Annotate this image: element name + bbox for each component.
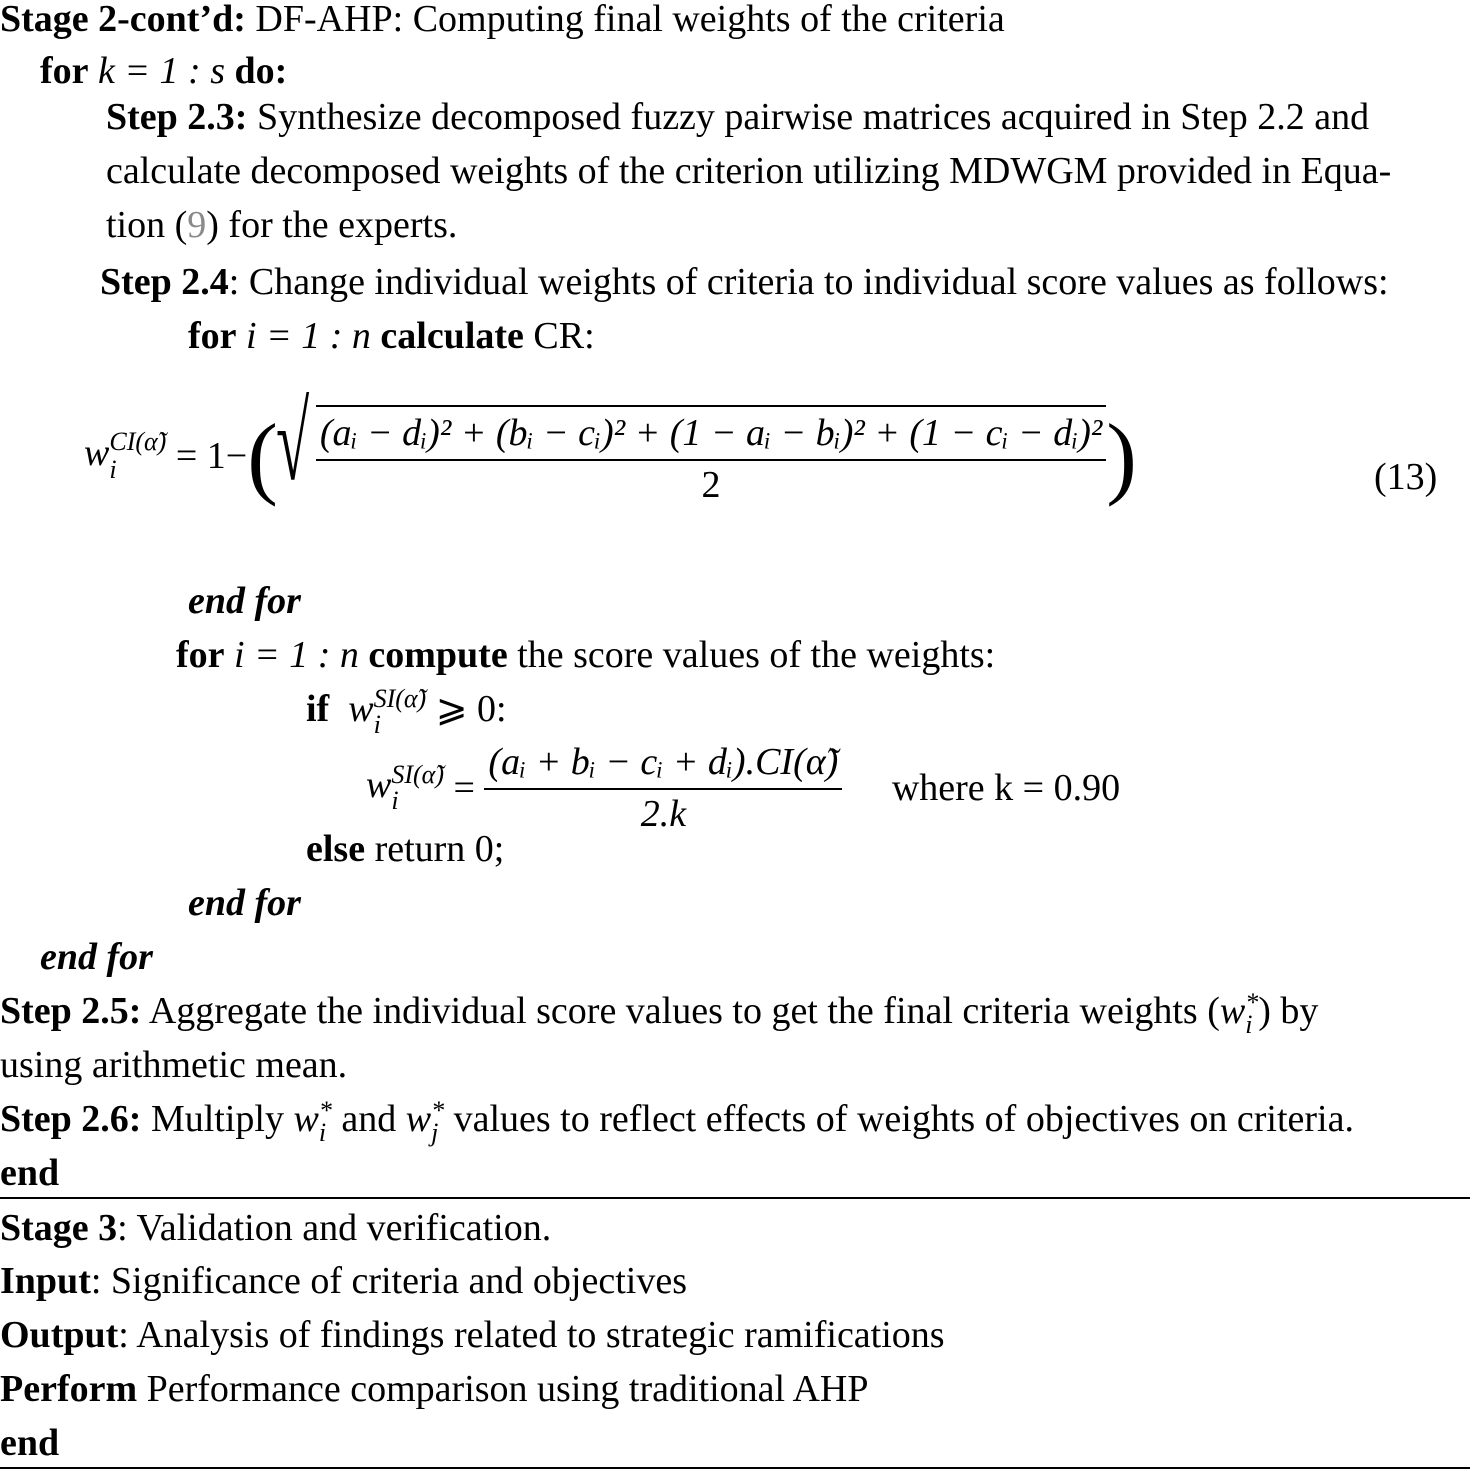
eq13-denominator: 2 [701, 464, 721, 506]
equation-ref-link[interactable]: 9 [187, 204, 207, 246]
stage3-label: Stage 3 [0, 1207, 118, 1249]
for-keyword: for [188, 315, 237, 357]
step26-text-a: Multiply [141, 1098, 294, 1140]
step24-text: : Change individual weights of criteria to individual score values as follows: [228, 261, 1389, 303]
step24-label: Step 2.4 [100, 261, 229, 303]
step25-text1a: Aggregate the individual score values to get the final criteria weights ( [141, 990, 1220, 1032]
for-k-expr: k = 1 : s [98, 50, 225, 92]
input-line [0, 1254, 687, 1308]
step26-text-c: values to reflect effects of weights of objectives on criteria. [444, 1098, 1354, 1140]
output-label: Output [0, 1314, 119, 1356]
eq13-numerator: (aᵢ − dᵢ)² + (bᵢ − cᵢ)² + (1 − aᵢ − bᵢ)² + (1 − cᵢ − dᵢ)² [316, 411, 1106, 461]
if-sup: SI(α̃) [373, 684, 427, 714]
perform-line [0, 1362, 868, 1416]
end-for-2: end for [188, 882, 301, 924]
if-line [306, 682, 507, 738]
score-w: w [366, 763, 392, 806]
step23-text2: calculate decomposed weights of the criterion utilizing MDWGM provided in Equa- [106, 150, 1392, 192]
step26-sup1: * [318, 1096, 332, 1126]
for-i-compute-line [176, 628, 995, 682]
left-paren: ( [247, 405, 278, 507]
for-i-calc-line [188, 309, 595, 363]
eq13-lhs [84, 427, 167, 484]
else-keyword: else [306, 828, 366, 870]
score-numerator: (aᵢ + bᵢ − cᵢ + dᵢ).CI(α̃) [484, 740, 842, 790]
step26-line [0, 1092, 1354, 1146]
perform-label: Perform [0, 1368, 138, 1410]
do-keyword: do: [234, 50, 288, 92]
sqrt [275, 381, 1106, 507]
bottom-rule [0, 1467, 1470, 1469]
perform-text: Performance comparison using traditional AHP [137, 1368, 869, 1410]
stage3-title [0, 1201, 551, 1255]
stage2-end: end [0, 1152, 60, 1194]
step25-text1b: ) by [1258, 990, 1319, 1032]
step26-w1: w [293, 1098, 319, 1140]
step26-text-b: and [331, 1098, 406, 1140]
for-i-compute-rest: the score values of the weights: [507, 634, 996, 676]
stage2-title-bold: Stage 2-cont’d: [0, 0, 246, 40]
right-paren: ) [1106, 405, 1137, 507]
for-keyword: for [40, 50, 89, 92]
eq13-sub: i [109, 455, 117, 484]
stage3-end: end [0, 1422, 60, 1464]
for-i-expr: i = 1 : n [246, 315, 371, 357]
output-text: : Analysis of findings related to strategic ramifications [118, 1314, 945, 1356]
step23-text3a: tion ( [106, 204, 188, 246]
step24-line [100, 255, 1389, 309]
if-w: w [348, 688, 374, 730]
step25-label: Step 2.5: [0, 990, 142, 1032]
score-denominator: 2.k [640, 793, 687, 835]
score-equals: = [453, 767, 475, 809]
divider-rule [0, 1197, 1470, 1199]
output-line [0, 1308, 945, 1362]
step26-label: Step 2.6: [0, 1098, 142, 1140]
end-for-3: end for [40, 936, 153, 978]
score-lhs [366, 760, 444, 815]
sqrt-sign: √ [275, 381, 310, 503]
score-fraction [484, 740, 842, 836]
step26-w2: w [405, 1098, 432, 1140]
stage2-title [0, 0, 1005, 46]
if-keyword: if [306, 688, 330, 730]
step26-sup2: * [431, 1096, 445, 1126]
score-sup: SI(α̃) [391, 760, 444, 789]
step23-line2 [106, 144, 1391, 198]
step25-line1 [0, 984, 1318, 1038]
for-i-calc-rest: CR: [523, 315, 595, 357]
compute-keyword: compute [368, 634, 508, 676]
eq13-fraction [316, 411, 1106, 507]
step25-w: w [1219, 990, 1246, 1032]
step26-sub1: i [318, 1118, 327, 1148]
step23-line3 [106, 198, 457, 252]
eq13-equals: = 1− [175, 435, 248, 477]
input-label: Input [0, 1260, 91, 1302]
step23-label: Step 2.3: [106, 96, 248, 138]
stage3-text: : Validation and verification. [117, 1207, 552, 1249]
step25-line2: using arithmetic mean. [0, 1044, 348, 1086]
score-where: where k = 0.90 [891, 767, 1121, 809]
step23-text1: Synthesize decomposed fuzzy pairwise matrices acquired in Step 2.2 and [247, 96, 1370, 138]
input-text: : Significance of criteria and objectives [90, 1260, 687, 1302]
eq13-w: w [84, 431, 110, 474]
end-for-1: end for [188, 580, 301, 622]
step25-sub: i [1245, 1010, 1253, 1040]
for-keyword: for [176, 634, 225, 676]
step23-line1 [106, 90, 1369, 144]
else-line [306, 822, 504, 876]
step25-sup: * [1245, 988, 1259, 1018]
equation-13 [84, 381, 1137, 507]
eq13-number: (13) [1374, 456, 1438, 498]
score-sub: i [391, 786, 399, 815]
if-rest: ⩾ 0: [426, 688, 507, 730]
eq13-sup: CI(α̃) [109, 427, 167, 456]
if-sub: i [373, 710, 381, 740]
for-i-expr: i = 1 : n [234, 634, 359, 676]
else-rest: return 0; [365, 828, 505, 870]
calculate-keyword: calculate [380, 315, 524, 357]
stage2-title-rest: DF-AHP: Computing final weights of the criteria [245, 0, 1005, 40]
step23-text3b: ) for the experts. [206, 204, 458, 246]
step26-sub2: j [431, 1118, 439, 1148]
